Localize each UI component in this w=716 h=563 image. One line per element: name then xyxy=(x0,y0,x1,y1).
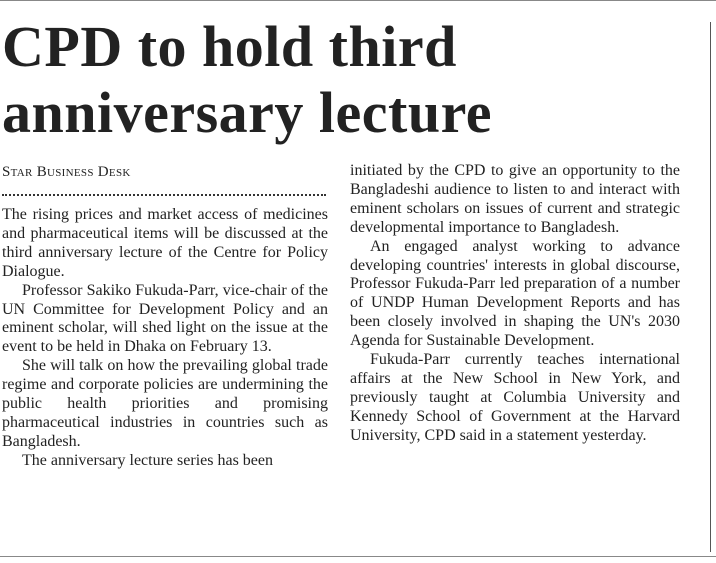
headline-line-2: anniversary lecture xyxy=(2,80,493,145)
paragraph: She will talk on how the prevailing global trade regime and corporate policies are undermining the public health priorities and promising pharmaceutical industries in countries such as Bangladesh. xyxy=(2,357,328,450)
paragraph: The anniversary lecture series has been xyxy=(22,451,273,469)
column-divider xyxy=(710,22,711,552)
headline xyxy=(2,14,702,146)
paragraph: The rising prices and market access of medicines and pharmaceutical items will be discussed at the third anniversary lecture of the Centre for Policy Dialogue. xyxy=(2,206,328,280)
article-column-2 xyxy=(350,162,680,446)
bottom-border xyxy=(0,556,716,557)
dotted-separator xyxy=(2,194,326,196)
headline-line-1: CPD to hold third xyxy=(2,14,457,79)
article-column-1 xyxy=(2,206,328,471)
top-border xyxy=(0,0,716,1)
paragraph: An engaged analyst working to advance developing countries' interests in global discourse, Professor Fukuda-Parr led preparation of a number of UNDP Human Development Reports and has been closely involved in shaping the UN's 2030 Agenda for Sustainable Development. xyxy=(350,237,680,350)
paragraph: Fukuda-Parr currently teaches international affairs at the New School in New York, and previously taught at Columbia University and Kennedy School of Government at the Harvard University, CPD said in a statement yesterday. xyxy=(350,351,680,444)
paragraph: initiated by the CPD to give an opportunity to the Bangladeshi audience to listen to and interact with eminent scholars on issues of current and strategic developmental importance to Bangladesh. xyxy=(350,162,680,236)
paragraph: Professor Sakiko Fukuda-Parr, vice-chair of the UN Committee for Development Policy and an eminent scholar, will shed light on the issue at the event to be held in Dhaka on February 13. xyxy=(2,281,328,356)
byline: Star Business Desk xyxy=(2,164,131,180)
